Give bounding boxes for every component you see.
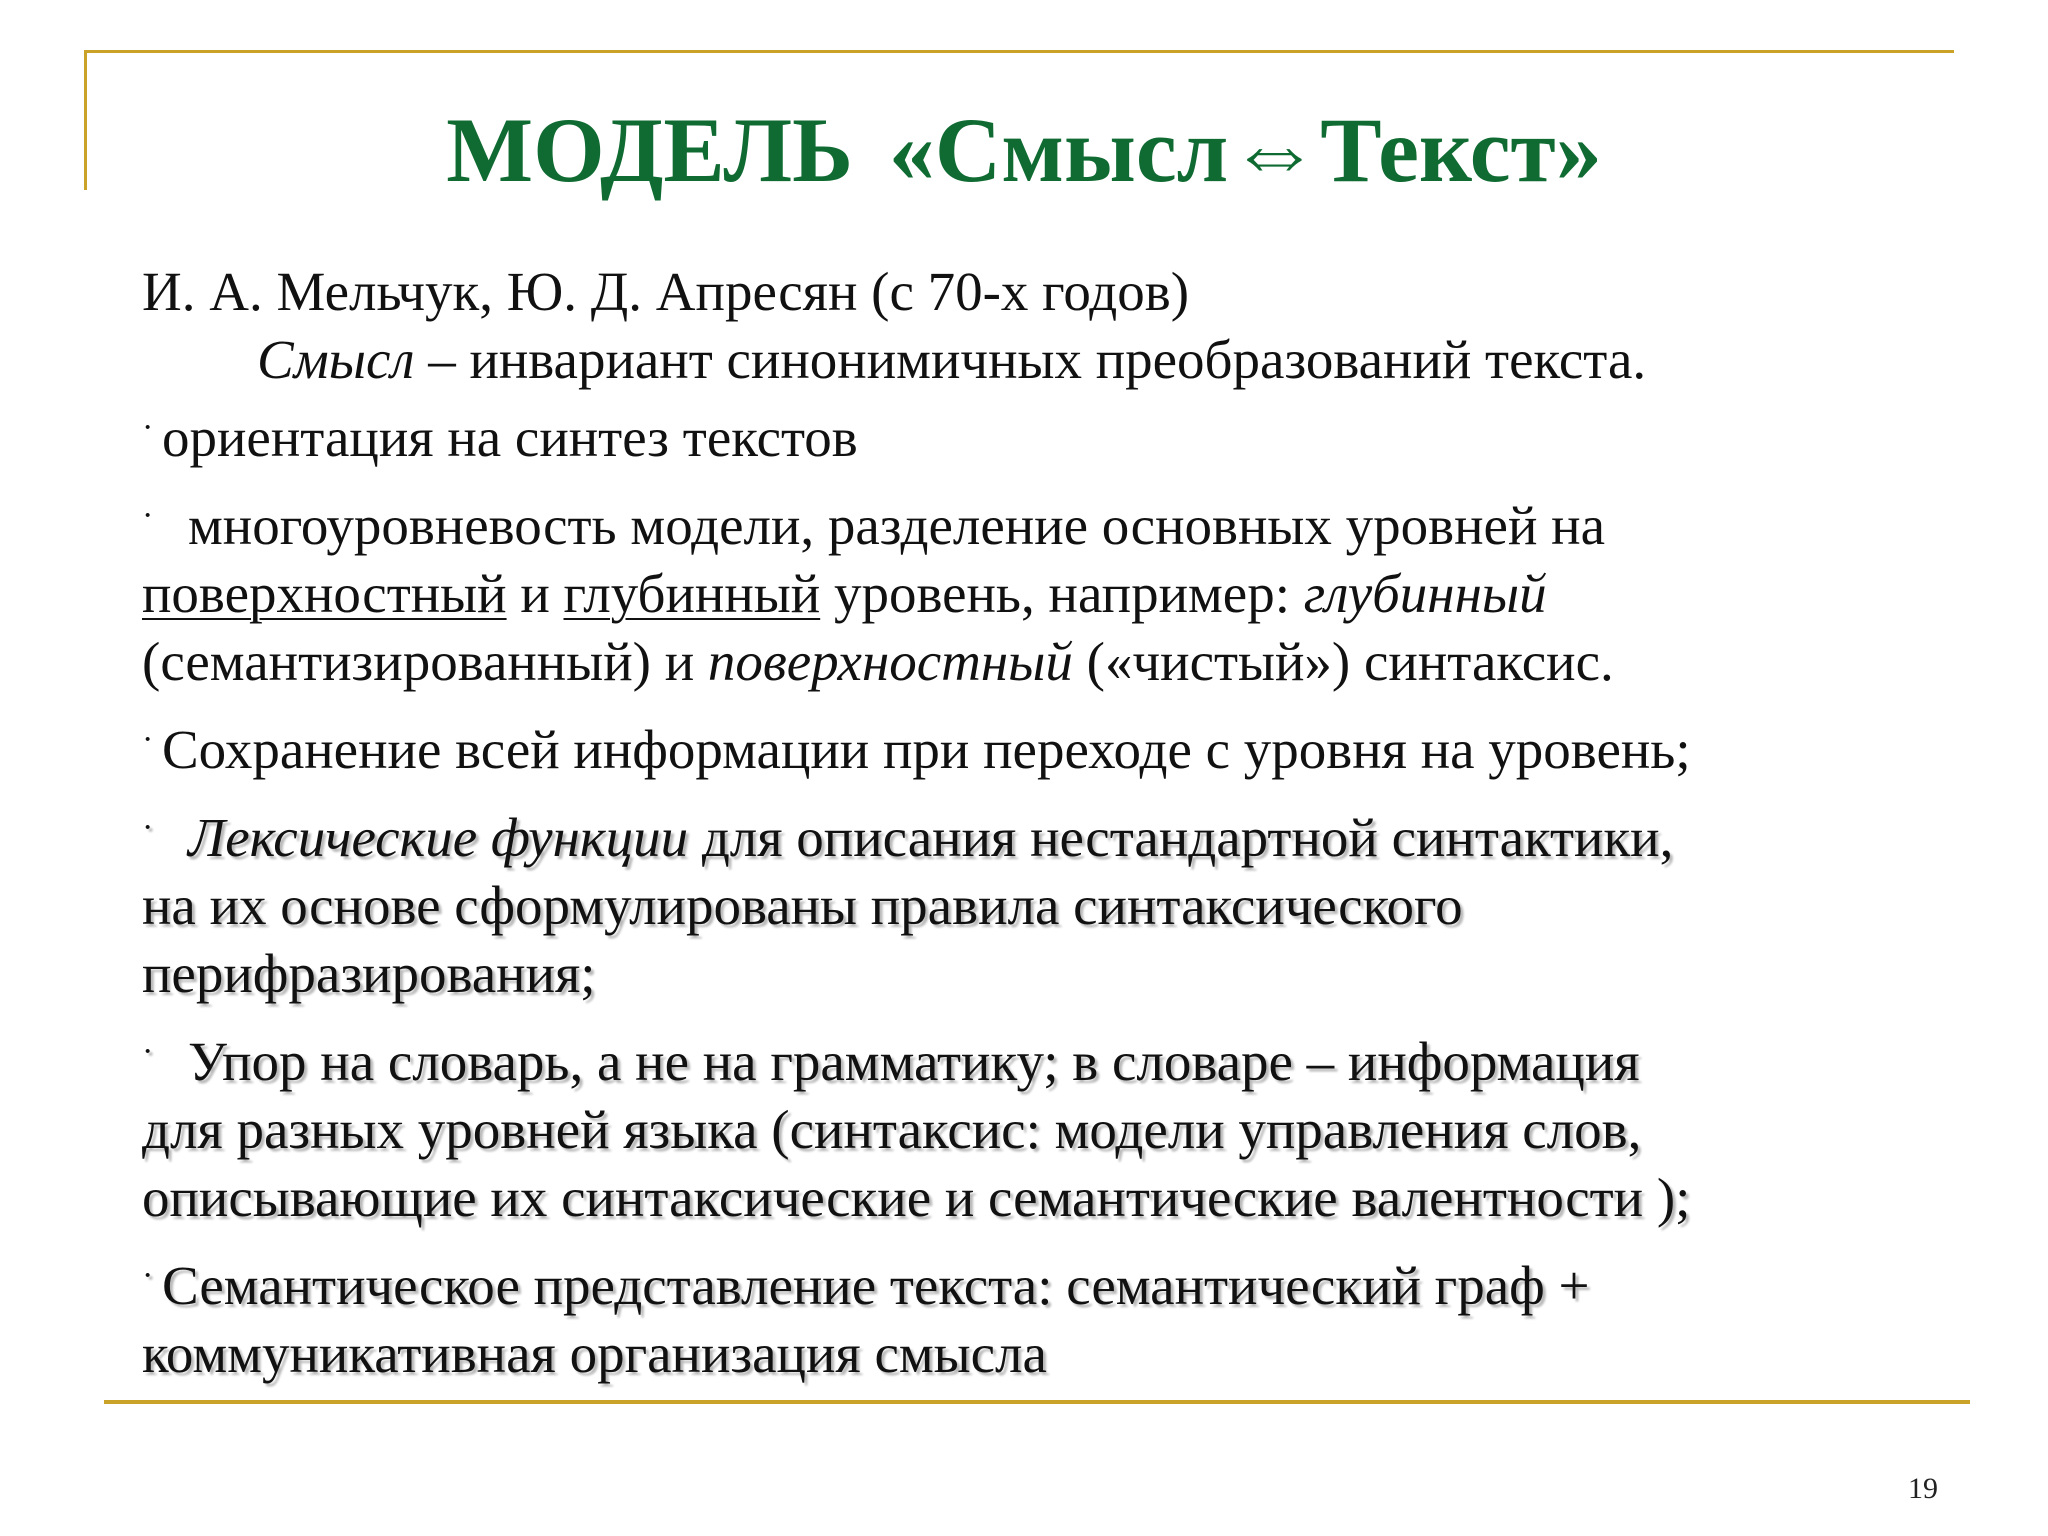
bullet-dot: ·	[142, 721, 154, 758]
bullet-preservation	[142, 706, 1962, 784]
authors-line: И. А. Мельчук, Ю. Д. Апресян (с 70-х годов)	[142, 261, 1190, 322]
bullet-text: и	[506, 563, 564, 624]
bullet-text: Упор на словарь, а не на грамматику; в словаре – информация	[188, 1031, 1640, 1092]
bullet-text: («чистый») синтаксис.	[1072, 631, 1614, 692]
bullet-text: Сохранение всей информации при переходе с уровня на уровень;	[162, 719, 1691, 780]
bullet-text: для разных уровней языка (синтаксис: модели управления слов,	[142, 1099, 1642, 1160]
title-part-meaning-text: «Смысл⇔Текст»	[888, 99, 1602, 201]
bullet-multilevel	[142, 482, 1962, 696]
term-surface: поверхностный	[142, 563, 507, 624]
bullet-text: (семантизированный) и	[142, 631, 708, 692]
page-number: 19	[1908, 1472, 1938, 1505]
definition-term: Смысл	[257, 329, 415, 390]
slide-body	[142, 258, 1962, 1388]
bullet-lexical-functions	[142, 794, 1962, 1008]
term-lexical-functions: Лексические функции	[188, 807, 689, 868]
bullet-dot: ·	[142, 409, 154, 446]
bullet-dot: ·	[142, 809, 154, 846]
bullet-dot: ·	[142, 1257, 154, 1294]
top-rule	[84, 50, 1954, 53]
bullet-dot: ·	[142, 1033, 154, 1070]
bullet-text: Семантическое представление текста: семантический граф +	[162, 1255, 1590, 1316]
bullet-text: коммуникативная организация смысла	[142, 1323, 1047, 1384]
slide-title	[0, 100, 2048, 201]
definition-line	[142, 326, 1962, 394]
term-surface-italic: поверхностный	[707, 631, 1073, 692]
title-part-model: МОДЕЛЬ	[446, 99, 853, 201]
term-deep-italic: глубинный	[1303, 563, 1547, 624]
term-deep: глубинный	[563, 563, 821, 624]
bullet-synthesis	[142, 394, 1962, 472]
bullet-dot: ·	[142, 497, 154, 534]
bullet-text: ориентация на синтез текстов	[162, 407, 858, 468]
bullet-text: на их основе сформулированы правила синтаксического	[142, 875, 1463, 936]
bullet-text: перифразирования;	[142, 943, 596, 1004]
bullet-text: для описания нестандартной синтактики,	[688, 807, 1674, 868]
bullet-text: многоуровневость модели, разделение основных уровней на	[188, 495, 1605, 556]
bullet-text: описывающие их синтаксические и семантические валентности );	[142, 1167, 1691, 1228]
bullet-dictionary	[142, 1018, 1962, 1232]
bullet-semantic-representation	[142, 1242, 1962, 1388]
definition-text: – инвариант синонимичных преобразований текста.	[414, 329, 1647, 390]
bottom-rule	[104, 1400, 1970, 1404]
bullet-text: уровень, например:	[820, 563, 1304, 624]
